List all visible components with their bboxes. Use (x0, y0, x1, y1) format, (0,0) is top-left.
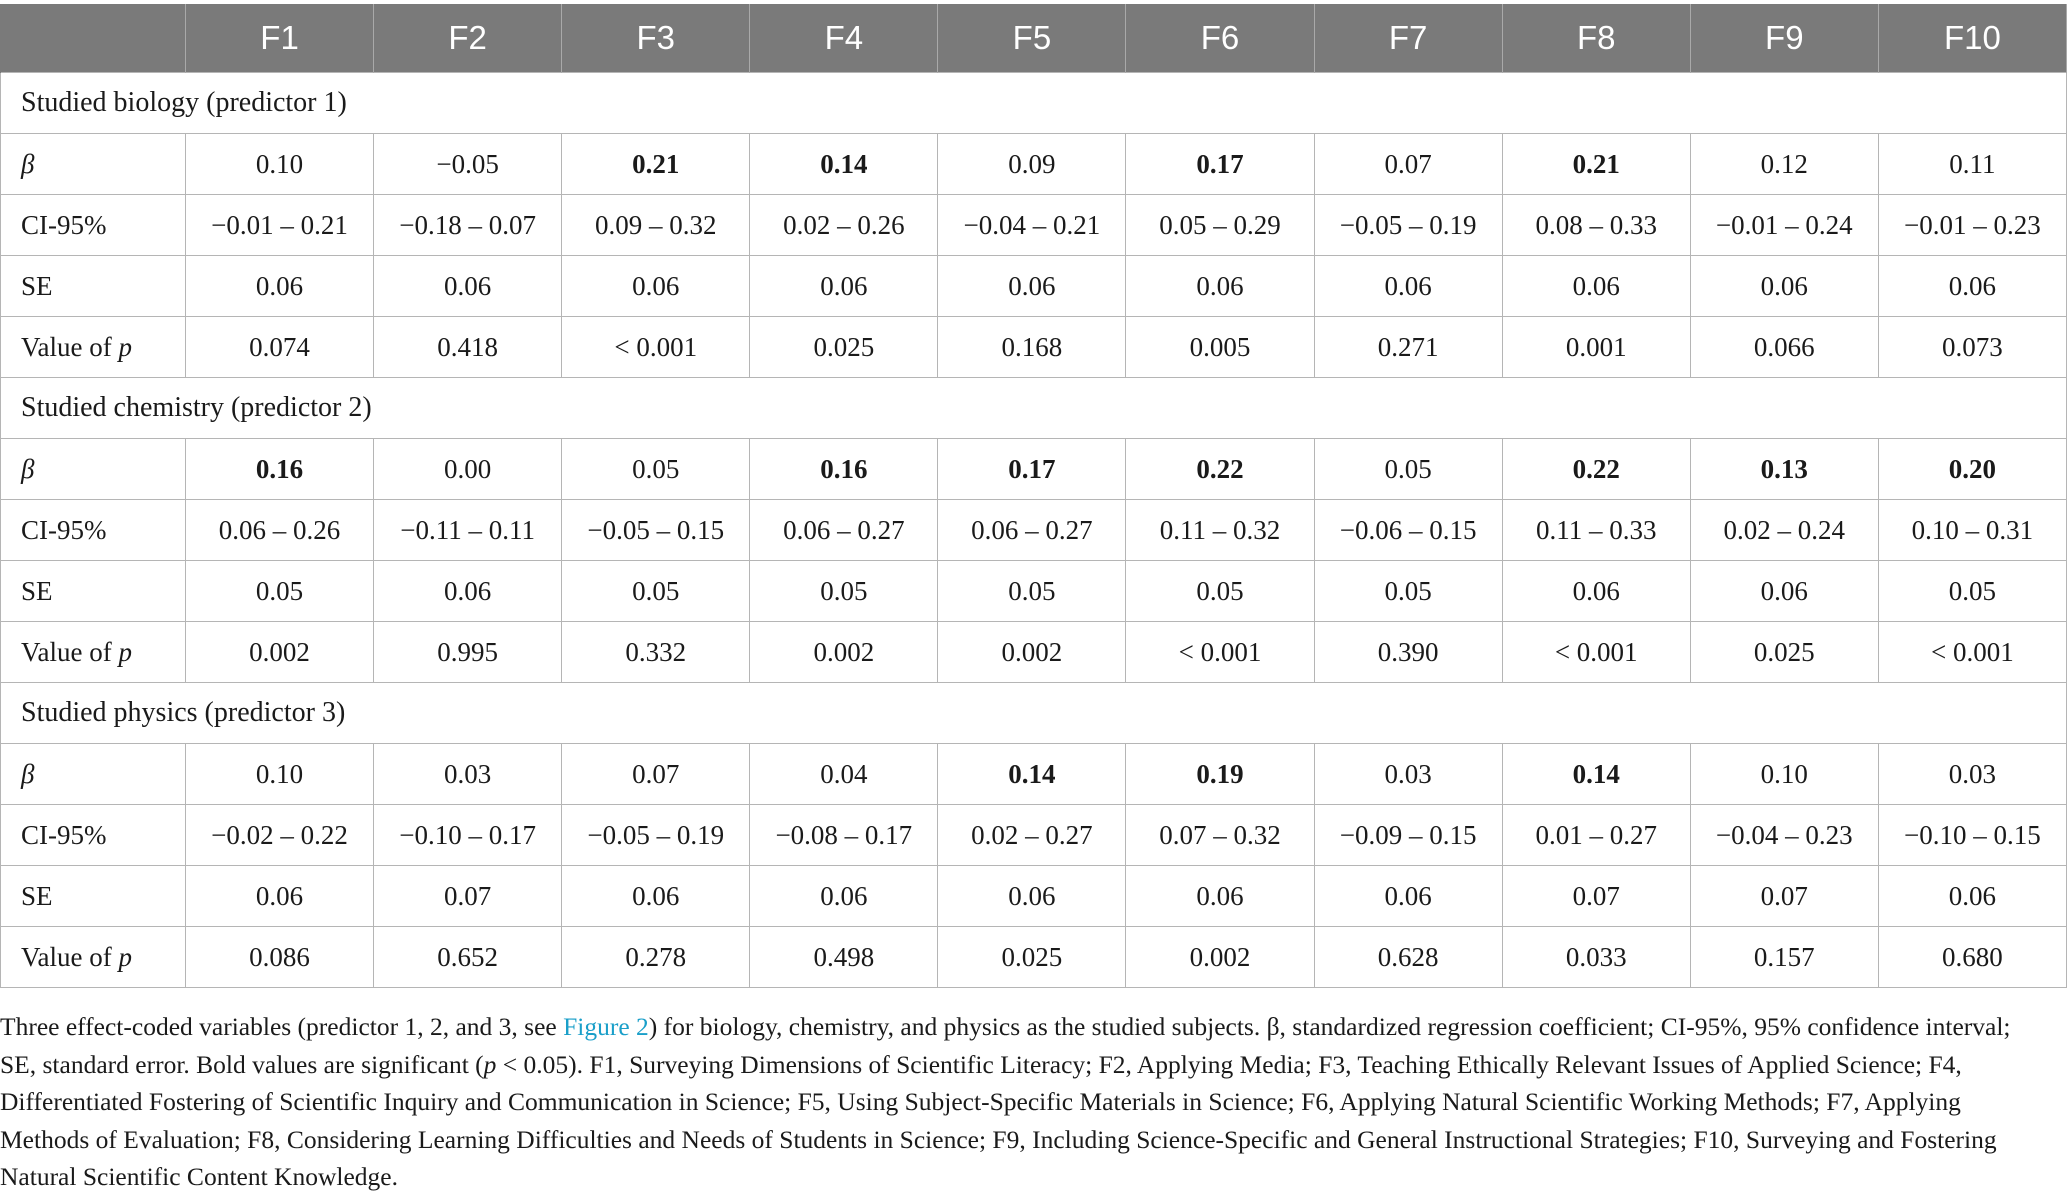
table-cell: 0.06 – 0.27 (938, 500, 1126, 561)
table-cell: 0.11 – 0.33 (1502, 500, 1690, 561)
table-cell: 0.03 (1314, 744, 1502, 805)
table-cell: 0.06 (1314, 256, 1502, 317)
table-cell: < 0.001 (1878, 622, 2066, 683)
table-cell: 0.278 (562, 927, 750, 988)
table-cell: 0.995 (374, 622, 562, 683)
table-cell: 0.498 (750, 927, 938, 988)
regression-results-table (0, 4, 2067, 988)
row-label-text: β (21, 148, 35, 179)
table-cell: 0.06 (562, 866, 750, 927)
table-cell: 0.05 (1314, 561, 1502, 622)
table-cell: 0.06 – 0.27 (750, 500, 938, 561)
table-row (1, 805, 2067, 866)
table-cell: 0.332 (562, 622, 750, 683)
section-row (1, 683, 2067, 744)
column-header-f2: F2 (374, 4, 562, 73)
table-cell: 0.168 (938, 317, 1126, 378)
table-cell: 0.14 (750, 134, 938, 195)
table-cell: 0.06 (1502, 561, 1690, 622)
table-cell: −0.05 (374, 134, 562, 195)
table-cell: 0.02 – 0.27 (938, 805, 1126, 866)
row-label (1, 866, 186, 927)
table-row (1, 927, 2067, 988)
table-cell: 0.20 (1878, 439, 2066, 500)
column-header-f9: F9 (1690, 4, 1878, 73)
table-cell: 0.06 (750, 256, 938, 317)
table-cell: 0.06 (1314, 866, 1502, 927)
table-row (1, 561, 2067, 622)
table-cell: −0.04 – 0.23 (1690, 805, 1878, 866)
row-label-text: Value of (21, 331, 119, 362)
table-cell: 0.05 (938, 561, 1126, 622)
table-cell: 0.157 (1690, 927, 1878, 988)
table-cell: 0.07 (1314, 134, 1502, 195)
table-footnote (0, 1008, 2050, 1196)
table-cell: 0.16 (186, 439, 374, 500)
table-cell: 0.001 (1502, 317, 1690, 378)
table-cell: 0.06 (938, 866, 1126, 927)
table-cell: −0.18 – 0.07 (374, 195, 562, 256)
table-cell: 0.00 (374, 439, 562, 500)
section-title: Studied physics (predictor 3) (1, 683, 2067, 744)
table-cell: 0.390 (1314, 622, 1502, 683)
table-cell: 0.418 (374, 317, 562, 378)
table-cell: 0.05 (1126, 561, 1314, 622)
footnote-p-symbol: p (483, 1049, 497, 1079)
table-cell: −0.01 – 0.23 (1878, 195, 2066, 256)
table-cell: 0.11 – 0.32 (1126, 500, 1314, 561)
column-header-f5: F5 (938, 4, 1126, 73)
table-cell: 0.05 (562, 439, 750, 500)
table-cell: 0.07 (562, 744, 750, 805)
table-cell: 0.652 (374, 927, 562, 988)
table-cell: 0.002 (938, 622, 1126, 683)
table-cell: 0.22 (1126, 439, 1314, 500)
table-cell: 0.14 (938, 744, 1126, 805)
column-header-f3: F3 (562, 4, 750, 73)
table-cell: 0.06 (374, 256, 562, 317)
row-label-text: CI-95% (21, 819, 107, 850)
table-cell: 0.05 (750, 561, 938, 622)
table-cell: 0.01 – 0.27 (1502, 805, 1690, 866)
table-cell: 0.21 (1502, 134, 1690, 195)
row-label-text: CI-95% (21, 514, 107, 545)
table-cell: 0.05 (186, 561, 374, 622)
table-cell: 0.22 (1502, 439, 1690, 500)
table-cell: 0.03 (1878, 744, 2066, 805)
table-cell: 0.13 (1690, 439, 1878, 500)
table-cell: 0.086 (186, 927, 374, 988)
table-cell: 0.002 (750, 622, 938, 683)
table-cell: 0.06 (1878, 256, 2066, 317)
table-row (1, 866, 2067, 927)
table-cell: 0.06 (562, 256, 750, 317)
table-cell: 0.073 (1878, 317, 2066, 378)
row-label-text: Value of (21, 941, 119, 972)
table-body (1, 73, 2067, 988)
footnote-text-2: ) for biology, chemistry, and physics as the studied subjects. β, standardized regression coefficient; CI-95%, 95% confidence interval; SE, standard error. Bold values are significant ( (0, 1012, 2011, 1079)
table-cell: −0.10 – 0.17 (374, 805, 562, 866)
row-label (1, 317, 186, 378)
row-label-p-symbol: p (118, 941, 132, 972)
table-cell: 0.06 (1126, 256, 1314, 317)
column-header-f7: F7 (1314, 4, 1502, 73)
section-row (1, 378, 2067, 439)
table-row (1, 317, 2067, 378)
table-cell: 0.17 (938, 439, 1126, 500)
table-cell: 0.066 (1690, 317, 1878, 378)
table-row (1, 622, 2067, 683)
table-cell: 0.06 (1690, 561, 1878, 622)
table-cell: 0.09 (938, 134, 1126, 195)
row-label (1, 927, 186, 988)
row-label (1, 195, 186, 256)
table-cell: 0.11 (1878, 134, 2066, 195)
table-cell: 0.10 (1690, 744, 1878, 805)
table-cell: 0.06 (938, 256, 1126, 317)
row-label-text: Value of (21, 636, 119, 667)
row-label (1, 805, 186, 866)
table-cell: 0.06 (1690, 256, 1878, 317)
table-row (1, 500, 2067, 561)
table-cell: −0.05 – 0.19 (562, 805, 750, 866)
table-cell: 0.10 (186, 134, 374, 195)
row-label-p-symbol: p (118, 331, 132, 362)
table-cell: 0.628 (1314, 927, 1502, 988)
table-cell: −0.08 – 0.17 (750, 805, 938, 866)
table-cell: 0.08 – 0.33 (1502, 195, 1690, 256)
row-label (1, 500, 186, 561)
table-cell: 0.07 (374, 866, 562, 927)
table-row (1, 744, 2067, 805)
table-cell: −0.01 – 0.21 (186, 195, 374, 256)
table-cell: 0.005 (1126, 317, 1314, 378)
table-cell: 0.21 (562, 134, 750, 195)
table-cell: 0.025 (1690, 622, 1878, 683)
row-label-p-symbol: p (118, 636, 132, 667)
footnote-text-3: < 0.05). F1, Surveying Dimensions of Scientific Literacy; F2, Applying Media; F3, Teaching Ethically Relevant Issues of Applied Science; F4, Differentiated Fostering of Scientific Inquiry and Communication in Science; F5, Using Subject-Specific Materials in Science; F6, Applying Natural Scientific Working Methods; F7, Applying Methods of Evaluation; F8, Considering Learning Difficulties and Needs of Students in Science; F9, Including Science-Specific and General Instructional Strategies; F10, Surveying and Fostering Natural Scientific Content Knowledge. (0, 1049, 1997, 1191)
table-cell: 0.06 (1878, 866, 2066, 927)
table-cell: 0.06 (186, 256, 374, 317)
table-cell: 0.19 (1126, 744, 1314, 805)
table-cell: −0.06 – 0.15 (1314, 500, 1502, 561)
table-cell: 0.10 – 0.31 (1878, 500, 2066, 561)
table-cell: 0.16 (750, 439, 938, 500)
table-cell: 0.06 (186, 866, 374, 927)
table-cell: 0.07 (1502, 866, 1690, 927)
table-row (1, 256, 2067, 317)
table-row (1, 195, 2067, 256)
table-cell: −0.04 – 0.21 (938, 195, 1126, 256)
table-cell: 0.05 – 0.29 (1126, 195, 1314, 256)
table-cell: 0.05 (1878, 561, 2066, 622)
header-corner-cell (1, 4, 186, 73)
table-cell: −0.09 – 0.15 (1314, 805, 1502, 866)
table-cell: 0.680 (1878, 927, 2066, 988)
figure-2-link[interactable]: Figure 2 (563, 1012, 649, 1041)
table-cell: 0.12 (1690, 134, 1878, 195)
table-cell: 0.05 (1314, 439, 1502, 500)
footnote-text-1: Three effect-coded variables (predictor 1, 2, and 3, see (0, 1012, 564, 1041)
table-cell: 0.04 (750, 744, 938, 805)
table-header (1, 4, 2067, 73)
row-label (1, 134, 186, 195)
row-label-text: β (21, 758, 35, 789)
header-row (1, 4, 2067, 73)
column-header-f6: F6 (1126, 4, 1314, 73)
table-cell: 0.002 (1126, 927, 1314, 988)
table-cell: 0.033 (1502, 927, 1690, 988)
table-cell: 0.06 (1126, 866, 1314, 927)
table-cell: 0.07 (1690, 866, 1878, 927)
table-cell: 0.14 (1502, 744, 1690, 805)
column-header-f10: F10 (1878, 4, 2066, 73)
table-cell: −0.10 – 0.15 (1878, 805, 2066, 866)
table-cell: 0.05 (562, 561, 750, 622)
section-title: Studied chemistry (predictor 2) (1, 378, 2067, 439)
table-cell: −0.11 – 0.11 (374, 500, 562, 561)
row-label (1, 622, 186, 683)
table-cell: −0.02 – 0.22 (186, 805, 374, 866)
table-cell: 0.02 – 0.24 (1690, 500, 1878, 561)
table-cell: 0.271 (1314, 317, 1502, 378)
table-cell: < 0.001 (1502, 622, 1690, 683)
row-label (1, 256, 186, 317)
table-row (1, 439, 2067, 500)
table-cell: 0.09 – 0.32 (562, 195, 750, 256)
row-label-text: SE (21, 270, 53, 301)
column-header-f4: F4 (750, 4, 938, 73)
column-header-f1: F1 (186, 4, 374, 73)
table-cell: 0.074 (186, 317, 374, 378)
table-cell: 0.06 – 0.26 (186, 500, 374, 561)
table-cell: 0.06 (750, 866, 938, 927)
section-row (1, 73, 2067, 134)
row-label (1, 439, 186, 500)
table-cell: 0.06 (374, 561, 562, 622)
table-cell: 0.17 (1126, 134, 1314, 195)
table-cell: −0.05 – 0.19 (1314, 195, 1502, 256)
row-label (1, 744, 186, 805)
row-label-text: β (21, 453, 35, 484)
table-cell: 0.002 (186, 622, 374, 683)
table-cell: 0.06 (1502, 256, 1690, 317)
column-header-f8: F8 (1502, 4, 1690, 73)
table-cell: 0.025 (938, 927, 1126, 988)
table-cell: −0.05 – 0.15 (562, 500, 750, 561)
row-label (1, 561, 186, 622)
table-cell: −0.01 – 0.24 (1690, 195, 1878, 256)
table-cell: 0.02 – 0.26 (750, 195, 938, 256)
table-cell: < 0.001 (1126, 622, 1314, 683)
table-cell: < 0.001 (562, 317, 750, 378)
row-label-text: SE (21, 575, 53, 606)
table-cell: 0.10 (186, 744, 374, 805)
table-cell: 0.025 (750, 317, 938, 378)
section-title: Studied biology (predictor 1) (1, 73, 2067, 134)
table-cell: 0.07 – 0.32 (1126, 805, 1314, 866)
table-row (1, 134, 2067, 195)
row-label-text: CI-95% (21, 209, 107, 240)
results-table-container (0, 4, 2066, 988)
row-label-text: SE (21, 880, 53, 911)
table-cell: 0.03 (374, 744, 562, 805)
